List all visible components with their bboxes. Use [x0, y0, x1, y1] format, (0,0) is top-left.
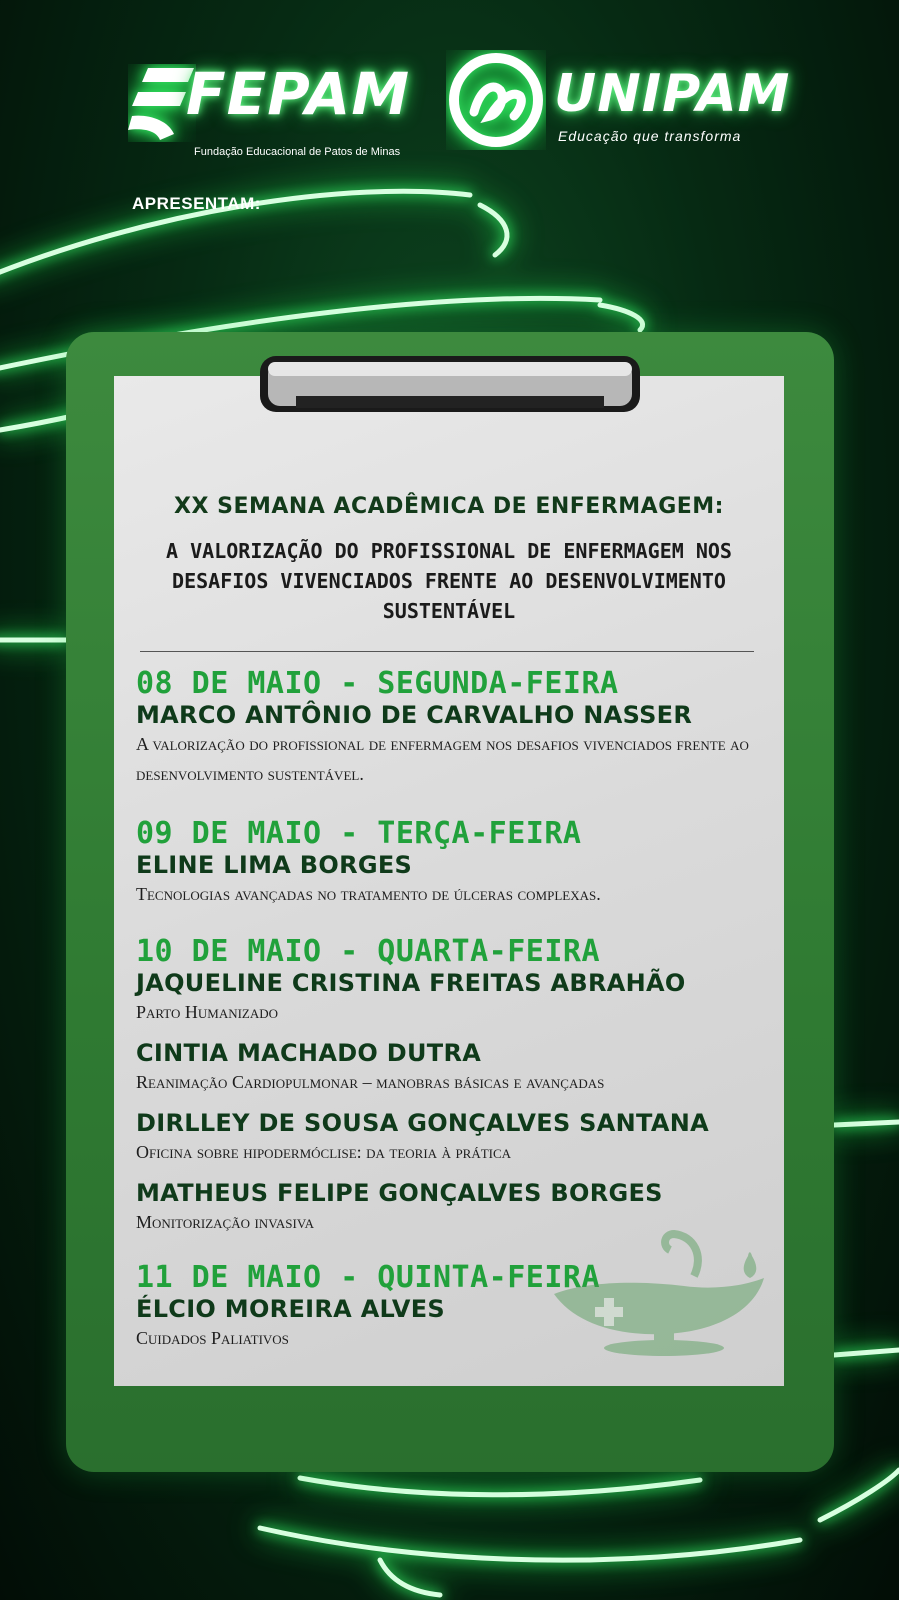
event-subtitle: A VALORIZAÇÃO DO PROFISSIONAL DE ENFERMAGEM NOS DESAFIOS VIVENCIADOS FRENTE AO DESENVOLVIMENTO SUSTENTÁVEL: [166, 539, 732, 623]
nursing-lamp-icon: [544, 1216, 774, 1356]
header: [0, 40, 899, 213]
speaker-name: ELINE LIMA BORGES: [136, 851, 413, 879]
clipboard-clip-icon: [256, 350, 644, 420]
speaker-name: MATHEUS FELIPE GONÇALVES BORGES: [136, 1179, 663, 1207]
talk-topic: Oficina sobre hipodermóclise: da teoria à prática: [136, 1142, 512, 1162]
clipboard: [66, 332, 834, 1472]
fepam-logo: [128, 60, 428, 158]
day-heading: 11 DE MAIO - QUINTA-FEIRA: [136, 1260, 601, 1295]
unipam-logo: [446, 50, 791, 160]
speaker-name: JAQUELINE CRISTINA FREITAS ABRAHÃO: [136, 969, 686, 997]
unipam-logo-icon: [446, 50, 546, 150]
speaker-name: DIRLLEY DE SOUSA GONÇALVES SANTANA: [136, 1109, 709, 1137]
talk-topic: Monitorização invasiva: [136, 1212, 314, 1232]
day-heading: 08 DE MAIO - SEGUNDA-FEIRA: [136, 666, 619, 701]
speaker-name: MARCO ANTÔNIO DE CARVALHO NASSER: [136, 701, 693, 729]
talk-topic: Reanimação Cardiopulmonar – manobras básicas e avançadas: [136, 1072, 605, 1092]
talk-topic: A valorização do profissional de enfermagem nos desafios vivenciados frente ao desenvolvimento sustentável.: [136, 734, 749, 784]
talk-topic: Cuidados Paliativos: [136, 1328, 289, 1348]
schedule-day-3: [136, 934, 776, 1237]
unipam-tagline: Educação que transforma: [558, 128, 742, 144]
presents-label: APRESENTAM:: [132, 194, 261, 213]
talk-topic: Tecnologias avançadas no tratamento de úlceras complexas.: [136, 884, 601, 904]
fepam-tagline: Fundação Educacional de Patos de Minas: [194, 146, 401, 158]
talk-topic: Parto Humanizado: [136, 1002, 279, 1022]
clipboard-paper: [114, 376, 784, 1386]
unipam-name: UNIPAM: [554, 64, 791, 124]
day-heading: 10 DE MAIO - QUARTA-FEIRA: [136, 934, 601, 969]
fepam-name: FEPAM: [186, 60, 411, 128]
speaker-name: CINTIA MACHADO DUTRA: [136, 1039, 482, 1067]
divider: [140, 651, 754, 652]
event-title: XX SEMANA ACADÊMICA DE ENFERMAGEM:: [174, 494, 724, 519]
schedule-day-1: [136, 666, 776, 789]
day-heading: 09 DE MAIO - TERÇA-FEIRA: [136, 816, 582, 851]
schedule-day-2: [136, 816, 776, 909]
speaker-name: ÉLCIO MOREIRA ALVES: [136, 1295, 446, 1323]
